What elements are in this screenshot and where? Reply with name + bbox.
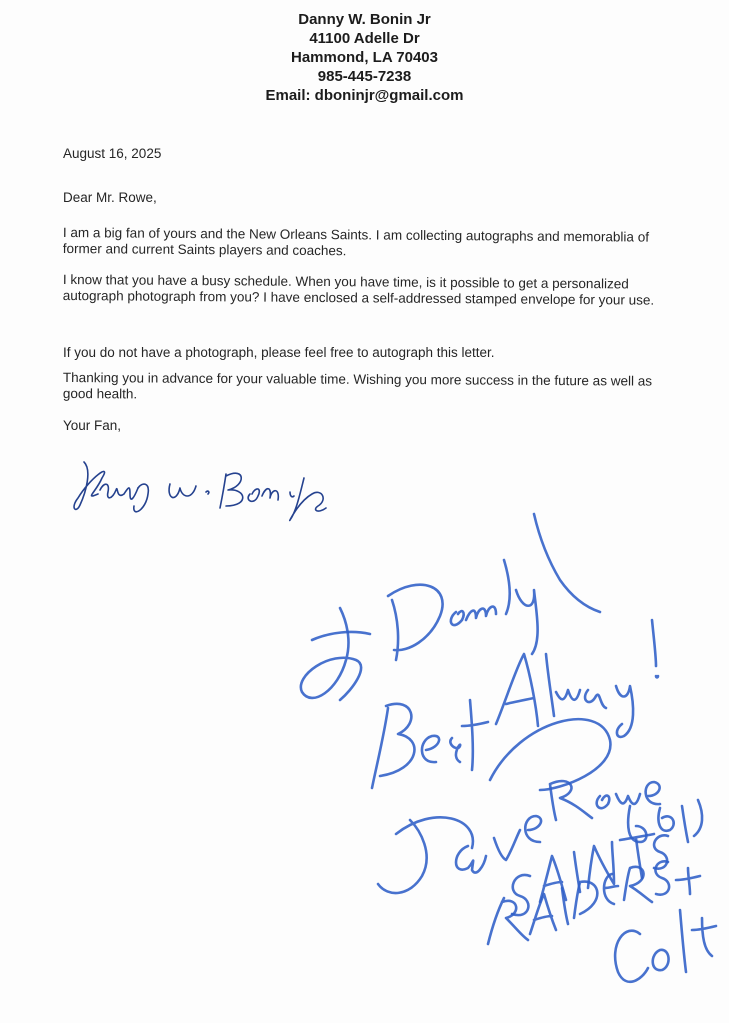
sender-name: Danny W. Bonin Jr	[298, 11, 431, 28]
paragraph: Thanking you in advance for your valuable time. Wishing you more success in the future as well as good health.	[62, 370, 653, 402]
closing: Your Fan,	[63, 418, 122, 433]
sender-phone: 985-445-7238	[317, 68, 412, 85]
paragraph: I am a big fan of yours and the New Orleans Saints. I am collecting autographs and memorablia of former and current Saints players and coaches.	[62, 225, 650, 259]
sender-street: 41100 Adelle Dr	[309, 30, 420, 47]
letter-date: August 16, 2025	[63, 146, 162, 161]
salutation: Dear Mr. Rowe,	[63, 190, 157, 205]
sender-city-state-zip: Hammond, LA 70403	[291, 49, 438, 66]
paragraph: I know that you have a busy schedule. When you have time, is it possible to get a personalized autograph photograph from you? I have enclosed a self-addressed stamped envelope for your use.	[62, 272, 655, 308]
sender-email: Email: dboninjr@gmail.com	[265, 87, 464, 104]
paragraph: If you do not have a photograph, please feel free to autograph this letter.	[63, 345, 495, 360]
